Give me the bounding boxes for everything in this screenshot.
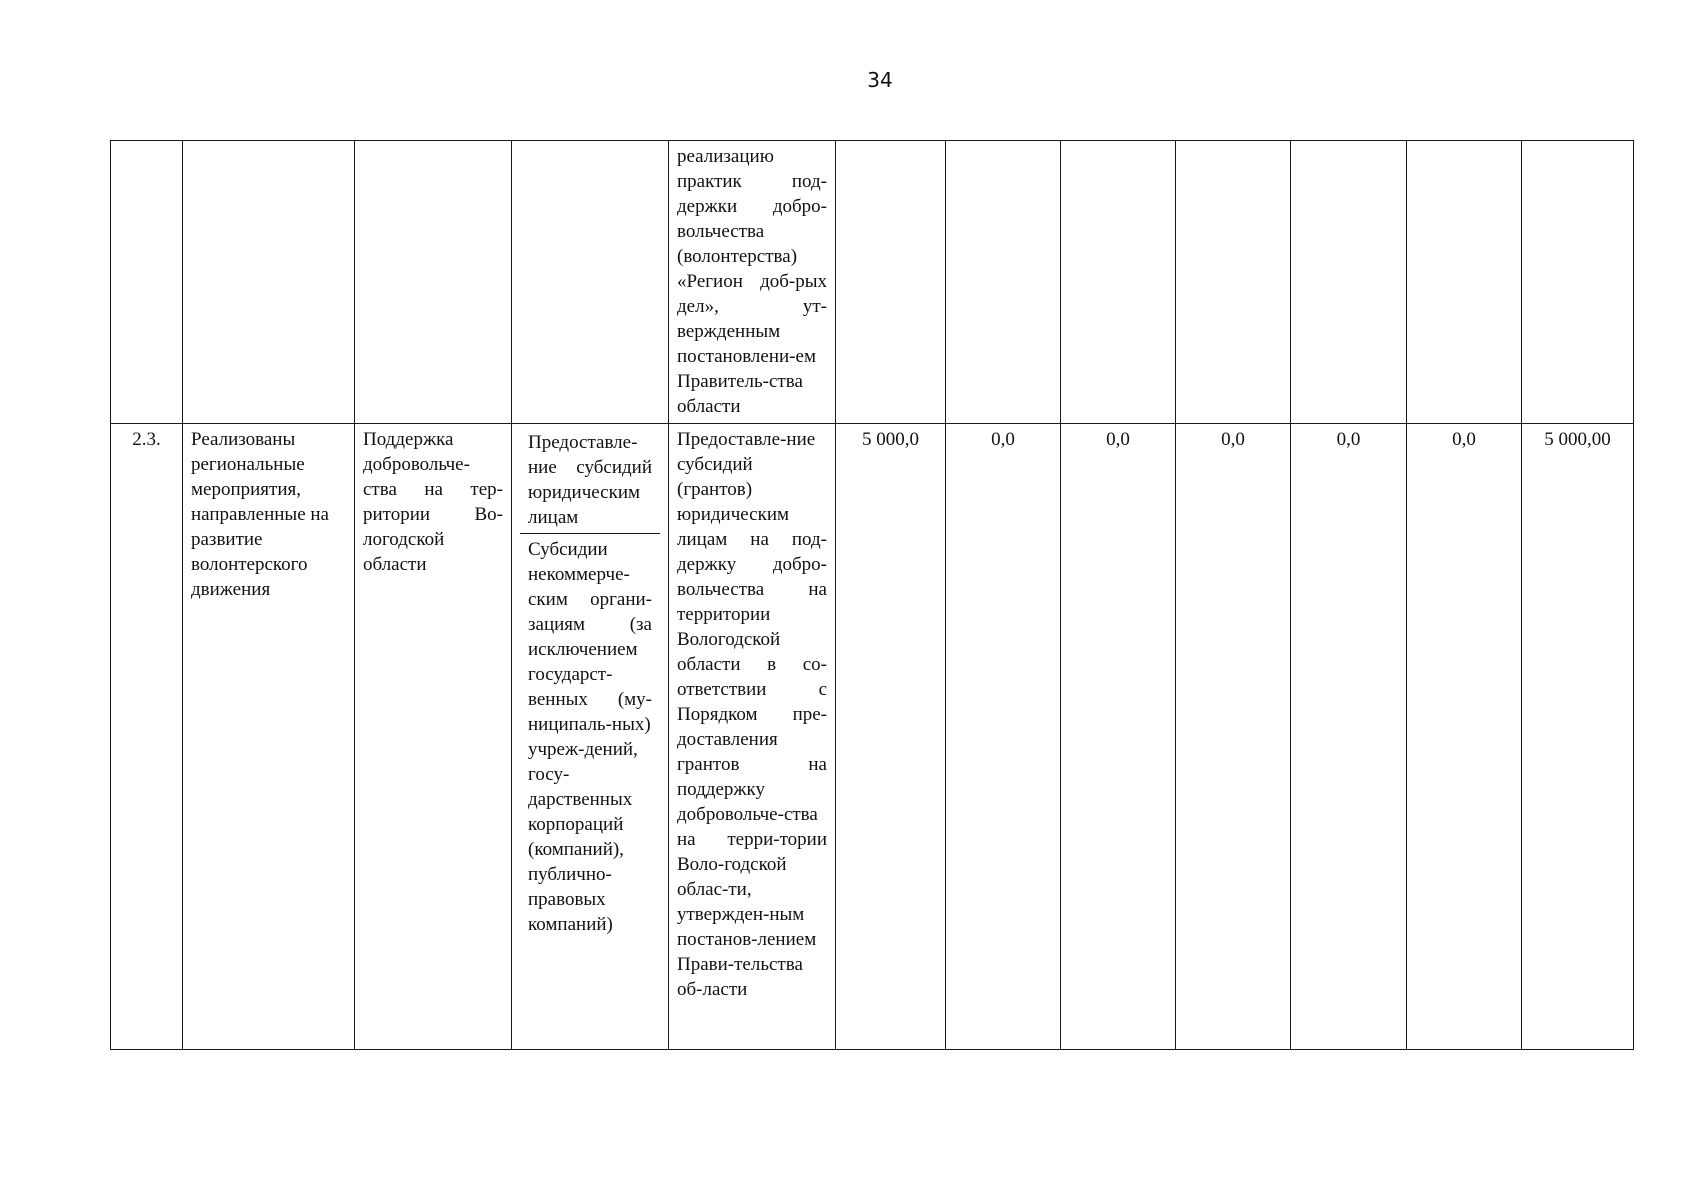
cell-empty xyxy=(512,141,669,424)
page-number: 34 xyxy=(867,68,893,92)
cell-value-6: 0,0 xyxy=(1407,424,1522,1050)
cell-empty xyxy=(111,141,183,424)
table-row-2-3 xyxy=(111,424,1634,1050)
cell-value-1: 5 000,0 xyxy=(836,424,946,1050)
cell-result: Реализованы региональные мероприятия, направленные на развитие волонтерского движения xyxy=(183,424,355,1050)
cell-empty xyxy=(1061,141,1176,424)
cell-empty xyxy=(1176,141,1291,424)
cell-program: Поддержка добровольче-ства на тер-ритории Во-логодской области xyxy=(355,424,512,1050)
cell-empty xyxy=(1407,141,1522,424)
cell-value-4: 0,0 xyxy=(1176,424,1291,1050)
cell-value-3: 0,0 xyxy=(1061,424,1176,1050)
cell-empty xyxy=(836,141,946,424)
cell-subsidy-type: Субсидии некоммерче-ским органи-зациям (за исключением государст-венных (му-ниципаль-ных) учреж-дений, госу-дарственных корпораций (компаний), публично-правовых компаний) xyxy=(528,539,652,935)
cell-row-number: 2.3. xyxy=(111,424,183,1050)
cell-direction-group xyxy=(512,424,669,1050)
cell-empty xyxy=(946,141,1061,424)
table-row-continuation xyxy=(111,141,1634,424)
cell-value-5: 0,0 xyxy=(1291,424,1407,1050)
cell-empty xyxy=(183,141,355,424)
budget-table xyxy=(110,140,1634,1050)
cell-description: Предоставле-ние субсидий (грантов) юридическим лицам на под-держку добро-вольчества на территории Вологодской области в со-ответствии с Порядком пре-доставления грантов на поддержку добровольче-ства на терри-тории Воло-годской облас-ти, утвержден-ным постанов-лением Прави-тельства об-ласти xyxy=(669,424,836,1050)
cell-direction: Предоставле-ние субсидий юридическим лицам xyxy=(520,427,660,534)
cell-value-2: 0,0 xyxy=(946,424,1061,1050)
cell-empty xyxy=(1291,141,1407,424)
cell-empty xyxy=(355,141,512,424)
cell-continuation-text: реализацию практик под-держки добро-вольчества (волонтерства) «Регион доб-рых дел», ут-вержденным постановлени-ем Правитель-ства области xyxy=(669,141,836,424)
cell-value-total: 5 000,00 xyxy=(1522,424,1634,1050)
cell-empty xyxy=(1522,141,1634,424)
